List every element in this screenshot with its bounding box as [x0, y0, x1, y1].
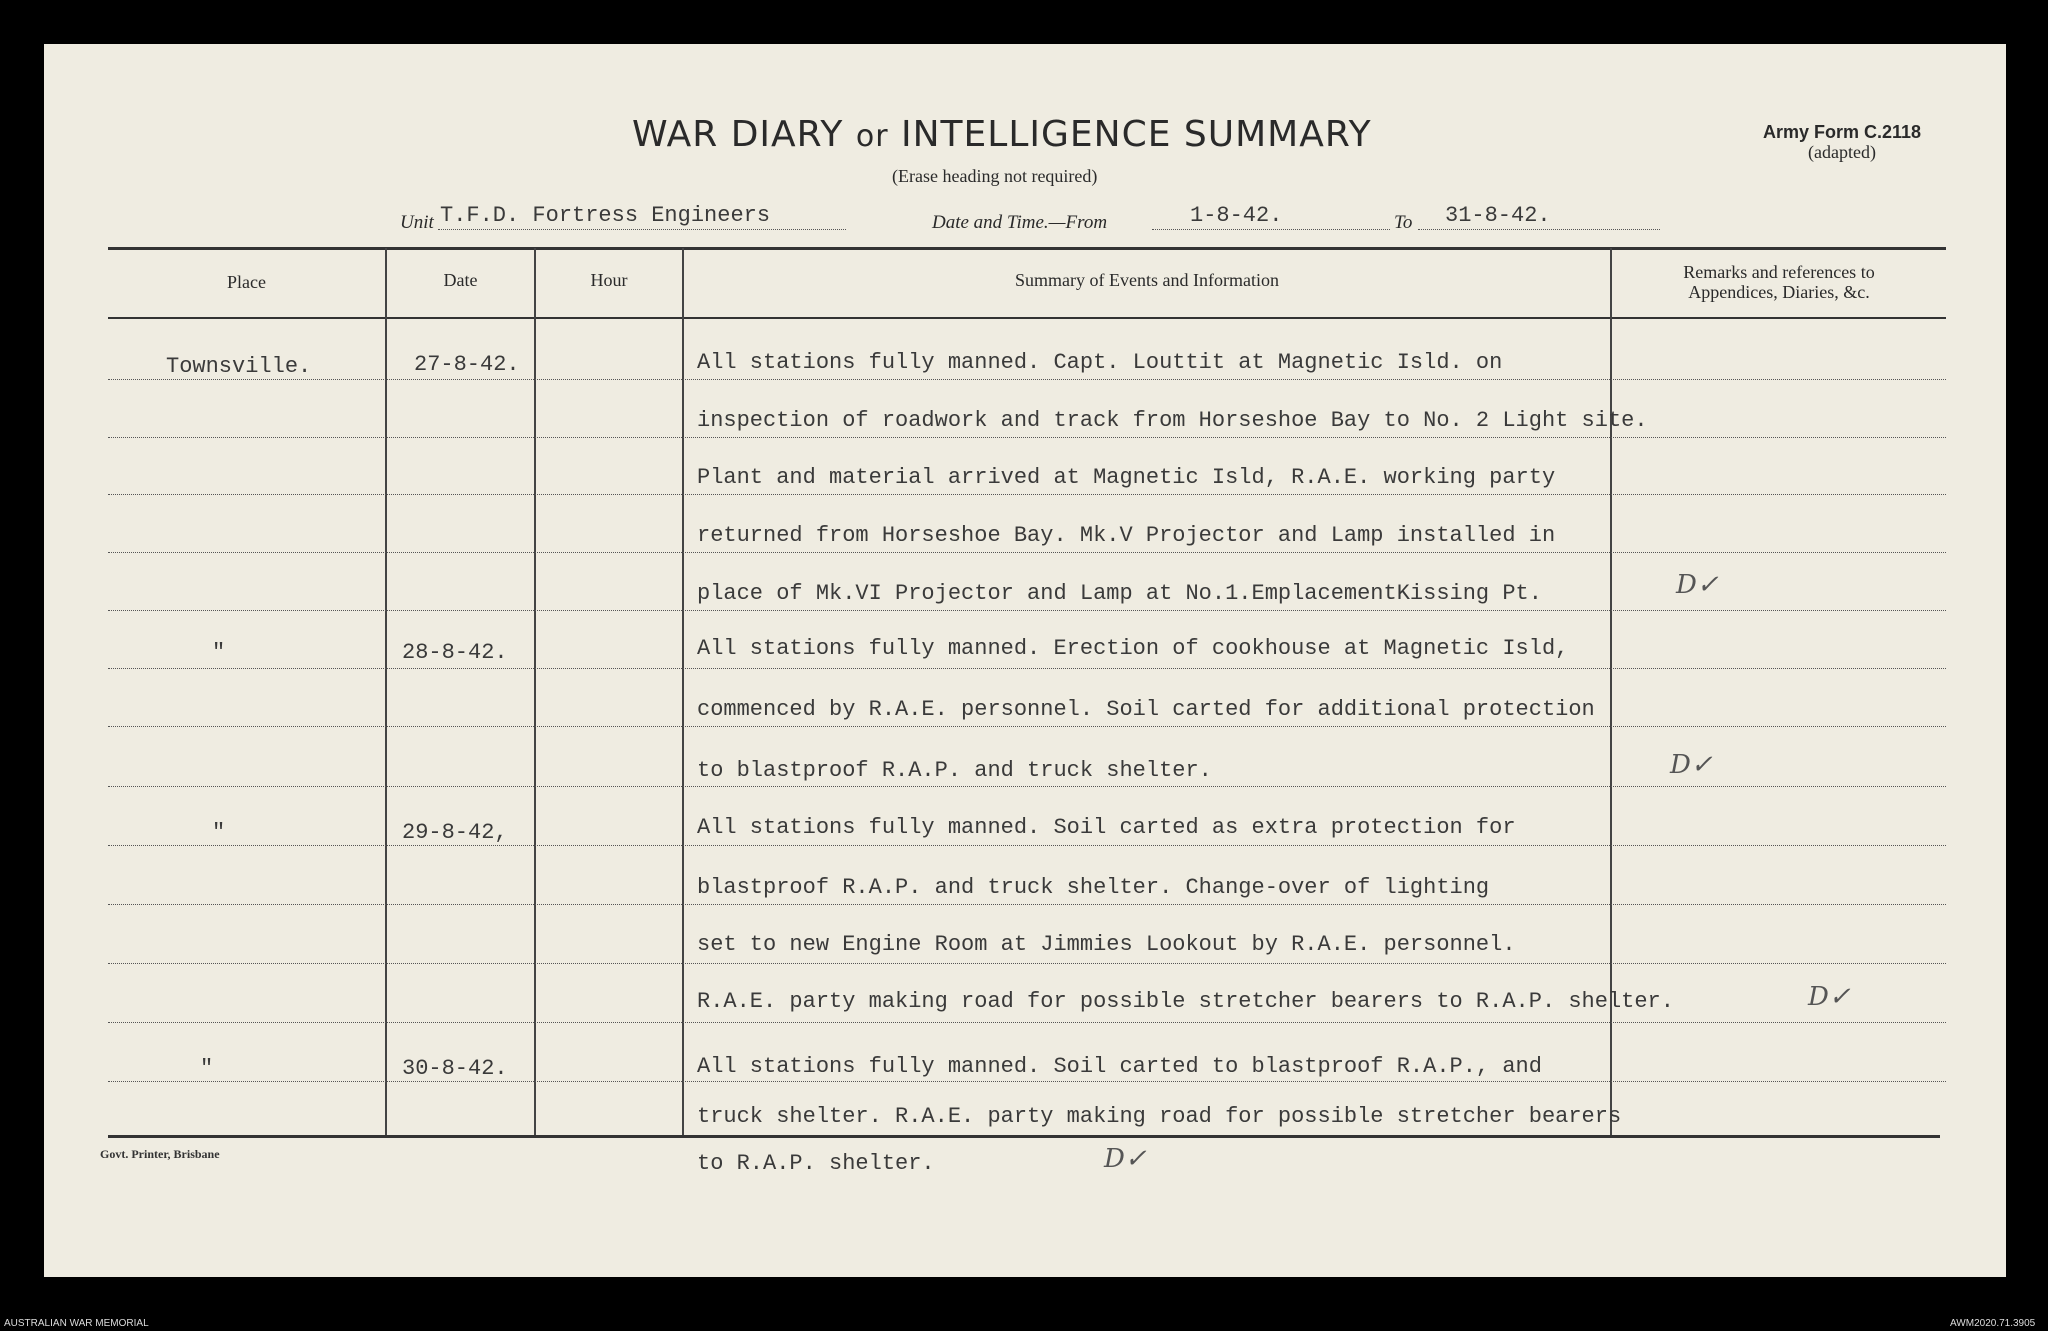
column-divider-hour [682, 248, 684, 1135]
initials-mark: D✓ [1670, 750, 1713, 780]
ruled-line [108, 494, 1946, 495]
row-summary: blastproof R.A.P. and truck shelter. Change-over of lighting [697, 875, 1490, 900]
from-dotted-line [1152, 229, 1390, 230]
to-dotted-line [1418, 229, 1660, 230]
title-intelligence-summary: INTELLIGENCE SUMMARY [901, 114, 1372, 155]
column-divider-place [385, 248, 387, 1135]
row-summary: All stations fully manned. Soil carted as extra protection for [697, 815, 1516, 840]
initials-mark: D✓ [1808, 982, 1851, 1012]
row-place: Townsville. [166, 354, 312, 379]
row-summary: All stations fully manned. Capt. Louttit at Magnetic Isld. on [697, 350, 1503, 375]
column-divider-date [534, 248, 536, 1135]
row-date: 27-8-42. [414, 352, 520, 377]
initials-mark: D✓ [1104, 1144, 1147, 1174]
column-header-hour: Hour [590, 270, 628, 290]
subheading: (Erase heading not required) [892, 166, 1098, 186]
archive-footer-left: AUSTRALIAN WAR MEMORIAL [4, 1318, 149, 1329]
row-date: 30-8-42. [402, 1056, 508, 1081]
row-summary: Plant and material arrived at Magnetic Isld, R.A.E. working party [697, 465, 1556, 490]
datetime-label: Date and Time.—From [932, 212, 1108, 233]
column-header-summary: Summary of Events and Information [1015, 270, 1279, 290]
row-place-ditto: " [200, 1056, 214, 1081]
table-top-rule [108, 247, 1946, 250]
row-summary: returned from Horseshoe Bay. Mk.V Projector and Lamp installed in [697, 523, 1556, 548]
adapted-note: (adapted) [1808, 142, 1876, 162]
unit-label: Unit [400, 212, 434, 233]
ruled-line [108, 786, 1946, 787]
form-title [632, 114, 1372, 155]
initials-mark: D✓ [1676, 570, 1719, 600]
to-value: 31-8-42. [1445, 203, 1551, 228]
row-summary: R.A.E. party making road for possible stretcher bearers to R.A.P. shelter. [697, 989, 1674, 1014]
row-summary: set to new Engine Room at Jimmies Lookout by R.A.E. personnel. [697, 932, 1516, 957]
ruled-line [108, 845, 1946, 846]
from-value: 1-8-42. [1190, 203, 1283, 228]
row-place-ditto: " [212, 640, 226, 665]
header-bottom-rule [108, 317, 1946, 319]
ruled-line [108, 552, 1946, 553]
row-summary: truck shelter. R.A.E. party making road for possible stretcher bearers [697, 1104, 1622, 1129]
row-place-ditto: " [212, 820, 226, 845]
ruled-line [108, 963, 1946, 964]
ruled-line [108, 437, 1946, 438]
row-summary: place of Mk.VI Projector and Lamp at No.1.EmplacementKissing Pt. [697, 581, 1542, 606]
ruled-line [108, 726, 1946, 727]
row-summary: to blastproof R.A.P. and truck shelter. [697, 758, 1212, 783]
to-label: To [1394, 212, 1413, 233]
unit-dotted-line [438, 229, 846, 230]
ruled-line [108, 610, 1946, 611]
row-summary: commenced by R.A.E. personnel. Soil carted for additional protection [697, 697, 1595, 722]
ruled-line [108, 668, 1946, 669]
column-header-place: Place [227, 272, 266, 292]
army-form-number: Army Form C.2118 [1763, 122, 1922, 142]
column-header-remarks-line-1: Remarks and references to [1683, 262, 1875, 282]
row-summary: inspection of roadwork and track from Horseshoe Bay to No. 2 Light site. [697, 408, 1648, 433]
title-or: or [855, 119, 889, 154]
printer-imprint: Govt. Printer, Brisbane [100, 1147, 220, 1161]
archive-footer-right: AWM2020.71.3905 [1950, 1318, 2036, 1329]
row-summary: All stations fully manned. Soil carted to blastproof R.A.P., and [697, 1054, 1542, 1079]
row-date: 28-8-42. [402, 640, 508, 665]
ruled-line [108, 379, 1946, 380]
row-summary: All stations fully manned. Erection of cookhouse at Magnetic Isld, [697, 636, 1569, 661]
column-header-remarks-line-2: Appendices, Diaries, &c. [1688, 282, 1870, 302]
column-header-date: Date [443, 270, 478, 290]
title-war-diary: WAR DIARY [632, 114, 844, 155]
ruled-line [108, 1081, 1946, 1082]
ruled-line [108, 1022, 1946, 1023]
unit-value: T.F.D. Fortress Engineers [440, 203, 771, 228]
ruled-line [108, 904, 1946, 905]
row-date: 29-8-42, [402, 820, 508, 845]
row-summary: to R.A.P. shelter. [697, 1151, 935, 1176]
table-bottom-rule [108, 1135, 1940, 1138]
